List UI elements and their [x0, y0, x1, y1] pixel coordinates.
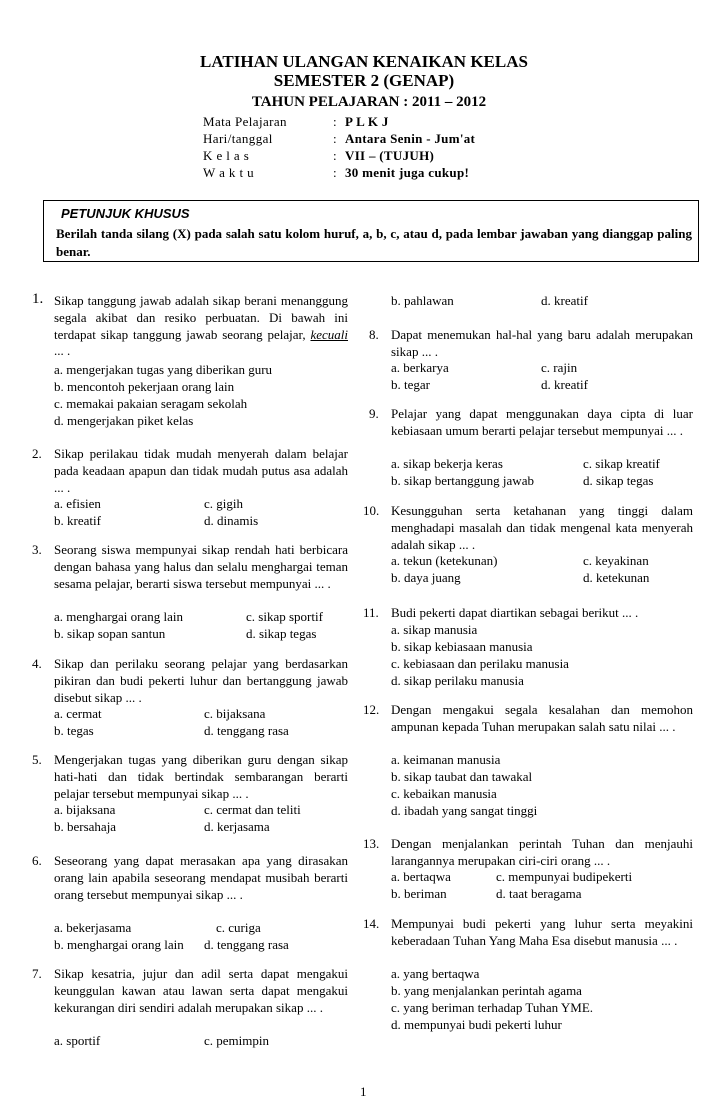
option: d. taat beragama [496, 886, 582, 901]
question-text: Seorang siswa mempunyai sikap rendah hati berbicara dengan bahasa yang halus dan selalu menghargai teman sesama pelajar, berarti siswa tersebut mempunyai ... . [54, 542, 348, 591]
info-value-date: Antara Senin - Jum'at [345, 131, 476, 146]
option: c. cermat dan teliti [204, 802, 301, 817]
option: b. sikap sopan santun [54, 626, 166, 641]
option: c. mempunyai budipekerti [496, 869, 633, 884]
option: a. bekerjasama [54, 920, 132, 935]
question-number: 10. [363, 503, 380, 518]
info-label-subject: Mata Pelajaran [203, 114, 287, 129]
question-number: 9. [369, 406, 379, 421]
question-text: Dengan menjalankan perintah Tuhan dan menjauhi larangannya merupakan ciri-ciri orang ... . [391, 836, 693, 868]
option: a. sikap bekerja keras [391, 456, 503, 471]
instructions-box [43, 200, 699, 262]
option: d. ketekunan [583, 570, 650, 585]
option: c. kebaikan manusia [391, 786, 497, 801]
option: c. keyakinan [583, 553, 649, 568]
option: b. kreatif [54, 513, 101, 528]
option: a. yang bertaqwa [391, 966, 480, 981]
option: d. sikap perilaku manusia [391, 673, 524, 688]
option: c. sikap kreatif [583, 456, 660, 471]
option: c. pemimpin [204, 1033, 269, 1048]
question-number: 11. [363, 605, 379, 620]
option: b. sikap bertanggung jawab [391, 473, 534, 488]
option: d. sikap tegas [583, 473, 654, 488]
question-text: Dengan mengakui segala kesalahan dan memohon ampunan kepada Tuhan merupakan salah satu nilai ... . [391, 702, 693, 734]
option: b. tegar [391, 377, 430, 392]
question-text: Pelajar yang dapat menggunakan daya cipta di luar kebiasaan umum berarti pelajar tersebut mempunyai ... . [391, 406, 693, 438]
question-text: Sikap tanggung jawab adalah sikap berani menanggung segala akibat dan resiko perbuatan. Di bawah ini terdapat sikap tanggung jawab seorang pelajar, kecuali ... . [54, 293, 349, 359]
option: a. sportif [54, 1033, 101, 1048]
option: b. menghargai orang lain [54, 937, 184, 952]
instructions-title: PETUNJUK KHUSUS [61, 206, 190, 221]
option: b. bersahaja [54, 819, 117, 834]
question-text: Sikap perilakau tidak mudah menyerah dalam belajar pada keadaan apapun dan tidak mudah putus asa adalah ... . [54, 446, 348, 495]
option: d. mempunyai budi pekerti luhur [391, 1017, 562, 1032]
option: c. kebiasaan dan perilaku manusia [391, 656, 569, 671]
option: d. dinamis [204, 513, 259, 528]
question-text: Budi pekerti dapat diartikan sebagai berikut ... . [391, 605, 639, 620]
option: c. yang beriman terhadap Tuhan YME. [391, 1000, 594, 1015]
option: c. curiga [216, 920, 261, 935]
question-text: Dapat menemukan hal-hal yang baru adalah merupakan sikap ... . [391, 327, 693, 359]
option: d. kreatif [541, 377, 588, 392]
option: a. bijaksana [54, 802, 116, 817]
option: d. sikap tegas [246, 626, 317, 641]
question-number: 3. [32, 542, 42, 557]
option: b. beriman [391, 886, 447, 901]
option: d. kerjasama [204, 819, 270, 834]
question-number: 8. [369, 327, 379, 342]
question-number: 6. [32, 853, 42, 868]
option: a. tekun (ketekunan) [391, 553, 498, 568]
question-text: Sikap kesatria, jujur dan adil serta dapat mengakui keunggulan kawan atau lawan serta dapat mengakui kekurangan diri sendiri adalah merupakan sikap ... . [54, 966, 348, 1015]
option: c. bijaksana [204, 706, 266, 721]
option: c. sikap sportif [246, 609, 323, 624]
option: a. menghargai orang lain [54, 609, 183, 624]
info-value-subject: P L K J [345, 114, 389, 129]
option: a. efisien [54, 496, 101, 511]
question-number: 12. [363, 702, 380, 717]
option: c. memakai pakaian seragam sekolah [54, 396, 248, 411]
option: a. cermat [54, 706, 102, 721]
question-number: 7. [32, 966, 42, 981]
info-label-class: K e l a s [203, 148, 250, 163]
page-number: 1 [360, 1084, 367, 1099]
option: b. yang menjalankan perintah agama [391, 983, 582, 998]
school-year: TAHUN PELAJARAN : 2011 – 2012 [251, 94, 487, 110]
question-number: 5. [32, 752, 42, 767]
option: b. tegas [54, 723, 94, 738]
option: b. sikap kebiasaan manusia [391, 639, 533, 654]
option: a. bertaqwa [391, 869, 451, 884]
question-number: 13. [363, 836, 380, 851]
question-number: 1. [32, 291, 44, 307]
question-text: Kesungguhan serta ketahanan yang tinggi dalam menghadapi masalah dan tidak mengenal kata menyerah adalah sikap ... . [391, 503, 693, 552]
info-label-time: W a k t u [203, 165, 255, 180]
info-label-date: Hari/tanggal [203, 131, 273, 146]
info-colon: : [333, 148, 337, 163]
option: d. ibadah yang sangat tinggi [391, 803, 538, 818]
option: c. rajin [541, 360, 578, 375]
option: a. mengerjakan tugas yang diberikan guru [54, 362, 273, 377]
option: b. sikap taubat dan tawakal [391, 769, 533, 784]
option: d. tenggang rasa [204, 723, 289, 738]
question-number: 14. [363, 916, 380, 931]
option: b. mencontoh pekerjaan orang lain [54, 379, 235, 394]
instructions-text: Berilah tanda silang (X) pada salah satu kolom huruf, a, b, c, atau d, pada lembar jawaban yang dianggap paling benar. [56, 226, 692, 259]
title-line-2: SEMESTER 2 (GENAP) [273, 71, 455, 90]
question-text: Seseorang yang dapat merasakan apa yang dirasakan orang lain apabila seseorang mendapat musibah berarti orang tersebut mempunyai sikap ... . [54, 853, 348, 902]
question-text: Sikap dan perilaku seorang pelajar yang berdasarkan pikiran dan budi pekerti luhur dan bertanggung jawab disebut sikap ... . [54, 656, 348, 705]
question-number: 2. [32, 446, 42, 461]
option: d. tenggang rasa [204, 937, 289, 952]
info-colon: : [333, 165, 337, 180]
option: a. sikap manusia [391, 622, 478, 637]
option: c. gigih [204, 496, 243, 511]
title-line-1: LATIHAN ULANGAN KENAIKAN KELAS [200, 52, 528, 71]
info-value-class: VII – (TUJUH) [345, 148, 435, 163]
option: a. berkarya [391, 360, 449, 375]
emphasis-word: kecuali [310, 326, 349, 342]
question-number: 4. [32, 656, 42, 671]
option: b. daya juang [391, 570, 461, 585]
info-colon: : [333, 131, 337, 146]
option: b. pahlawan [391, 293, 454, 308]
option: d. kreatif [541, 293, 588, 308]
option: a. keimanan manusia [391, 752, 501, 767]
info-value-time: 30 menit juga cukup! [345, 165, 470, 180]
question-text: Mempunyai budi pekerti yang luhur serta meyakini keberadaan Tuhan Yang Maha Esa disebut manusia ... . [391, 916, 693, 948]
option: d. mengerjakan piket kelas [54, 413, 194, 428]
info-colon: : [333, 114, 337, 129]
question-text: Mengerjakan tugas yang diberikan guru dengan sikap hati-hati dan tidak bertindak sembarangan berarti pelajar tersebut mempunyai sikap ... . [54, 752, 348, 801]
